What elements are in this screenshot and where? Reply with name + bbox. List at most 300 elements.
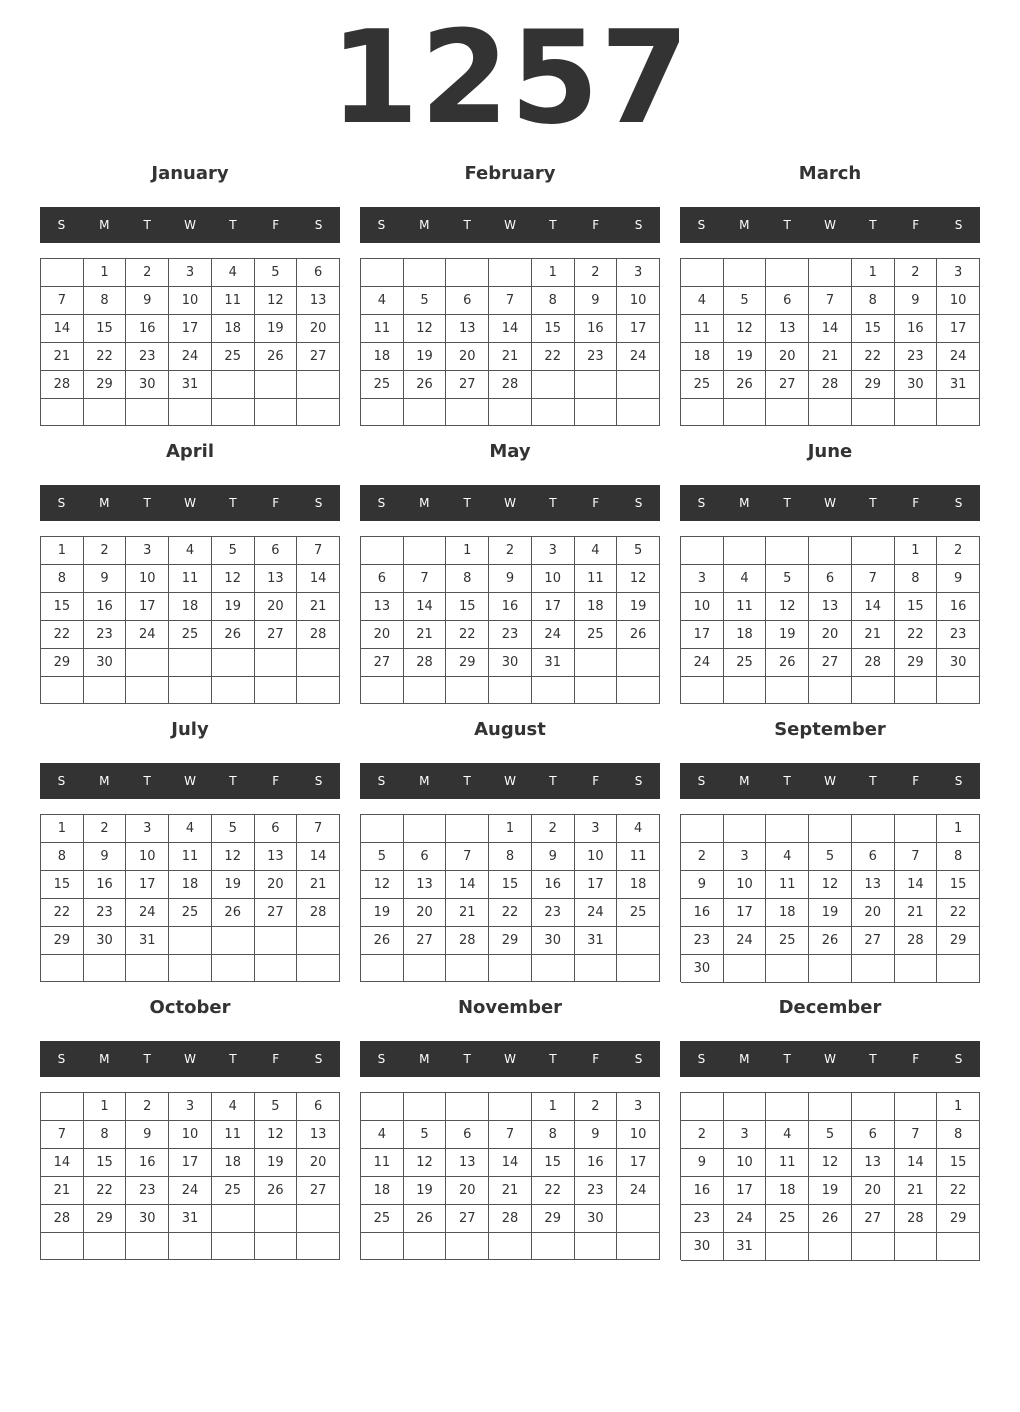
day-cell: 13 [766, 315, 809, 343]
empty-day-cell [297, 1233, 340, 1260]
weekday-header [680, 207, 980, 243]
day-cell: 7 [41, 287, 84, 315]
day-cell: 7 [404, 565, 447, 593]
day-cell: 24 [724, 927, 767, 955]
day-cell: 9 [575, 287, 618, 315]
day-cell: 10 [532, 565, 575, 593]
month-december [680, 994, 980, 1266]
weekday-header [680, 485, 980, 521]
empty-day-cell [255, 649, 298, 677]
day-cell: 21 [895, 899, 938, 927]
day-cell: 21 [297, 871, 340, 899]
day-cell: 9 [532, 843, 575, 871]
empty-day-cell [404, 399, 447, 426]
day-cell: 11 [169, 565, 212, 593]
weekday-label: F [272, 496, 280, 510]
empty-day-cell [169, 677, 212, 704]
day-cell: 30 [937, 649, 980, 677]
day-cell: 9 [937, 565, 980, 593]
day-cell: 6 [297, 1093, 340, 1121]
weekday-label: T [783, 218, 791, 232]
day-cell: 20 [255, 593, 298, 621]
day-cell: 1 [895, 537, 938, 565]
day-cell: 19 [809, 1177, 852, 1205]
day-cell: 20 [809, 621, 852, 649]
day-cell: 21 [489, 1177, 532, 1205]
month-november [360, 994, 660, 1266]
day-cell: 14 [446, 871, 489, 899]
day-cell: 2 [84, 537, 127, 565]
day-cell: 7 [852, 565, 895, 593]
weekday-label: T [783, 1052, 791, 1066]
day-cell: 21 [489, 343, 532, 371]
day-cell: 8 [41, 843, 84, 871]
weekday-label: M [419, 774, 430, 788]
weekday-label: S [57, 496, 66, 510]
day-cell: 8 [937, 1121, 980, 1149]
empty-day-cell [575, 649, 618, 677]
day-cell: 15 [532, 1149, 575, 1177]
weekday-label: W [504, 1052, 516, 1066]
day-cell: 7 [297, 815, 340, 843]
empty-day-cell [724, 815, 767, 843]
empty-day-cell [681, 1093, 724, 1121]
day-cell: 25 [766, 927, 809, 955]
day-cell: 29 [489, 927, 532, 955]
day-cell: 1 [937, 1093, 980, 1121]
weekday-header [40, 207, 340, 243]
empty-day-cell [724, 955, 767, 983]
day-cell: 5 [404, 287, 447, 315]
weekday-label: T [143, 218, 151, 232]
weekday-label: M [419, 496, 430, 510]
day-cell: 19 [212, 871, 255, 899]
day-cell: 22 [84, 343, 127, 371]
empty-day-cell [126, 1233, 169, 1260]
empty-day-cell [724, 259, 767, 287]
empty-day-cell [446, 677, 489, 704]
day-cell: 22 [937, 899, 980, 927]
weekday-label: M [99, 496, 110, 510]
weekday-label: S [697, 218, 706, 232]
month-name: June [807, 441, 853, 462]
day-cell: 1 [41, 815, 84, 843]
day-cell: 3 [532, 537, 575, 565]
day-cell: 6 [446, 287, 489, 315]
empty-day-cell [404, 259, 447, 287]
empty-day-cell [297, 649, 340, 677]
day-cell: 2 [681, 1121, 724, 1149]
weekday-label: M [739, 1052, 750, 1066]
day-cell: 4 [361, 1121, 404, 1149]
day-cell: 4 [212, 259, 255, 287]
weekday-label: W [504, 774, 516, 788]
weekday-header [360, 485, 660, 521]
day-cell: 23 [575, 1177, 618, 1205]
day-cell: 11 [766, 1149, 809, 1177]
day-cell: 18 [361, 343, 404, 371]
day-cell: 29 [895, 649, 938, 677]
day-cell: 22 [489, 899, 532, 927]
weekday-label: T [549, 774, 557, 788]
weekday-label: M [419, 218, 430, 232]
day-cell: 25 [766, 1205, 809, 1233]
month-october [40, 994, 340, 1266]
day-cell: 7 [809, 287, 852, 315]
empty-day-cell [84, 399, 127, 426]
month-april [40, 438, 340, 710]
empty-day-cell [937, 399, 980, 426]
weekday-label: T [229, 774, 237, 788]
weekday-label: S [377, 1052, 386, 1066]
day-cell: 17 [575, 871, 618, 899]
empty-day-cell [212, 1205, 255, 1233]
month-june [680, 438, 980, 710]
day-cell: 2 [575, 1093, 618, 1121]
empty-day-cell [809, 1093, 852, 1121]
day-cell: 27 [297, 1177, 340, 1205]
day-cell: 31 [169, 1205, 212, 1233]
empty-day-cell [446, 259, 489, 287]
month-name: February [464, 163, 556, 184]
empty-day-cell [169, 955, 212, 982]
day-cell: 15 [41, 871, 84, 899]
day-cell: 23 [489, 621, 532, 649]
empty-day-cell [617, 1205, 660, 1233]
day-cell: 23 [126, 343, 169, 371]
empty-day-cell [404, 537, 447, 565]
day-cell: 15 [446, 593, 489, 621]
day-cell: 25 [617, 899, 660, 927]
day-cell: 28 [895, 927, 938, 955]
day-cell: 7 [489, 1121, 532, 1149]
weekday-label: F [592, 496, 600, 510]
weekday-label: S [697, 496, 706, 510]
empty-day-cell [937, 955, 980, 983]
day-cell: 1 [937, 815, 980, 843]
day-cell: 10 [617, 287, 660, 315]
day-cell: 19 [617, 593, 660, 621]
weekday-label: W [824, 1052, 836, 1066]
empty-day-cell [809, 955, 852, 983]
day-cell: 5 [766, 565, 809, 593]
day-cell: 14 [41, 1149, 84, 1177]
day-cell: 27 [809, 649, 852, 677]
day-cell: 15 [84, 1149, 127, 1177]
weekday-label: F [912, 496, 920, 510]
empty-day-cell [724, 677, 767, 704]
day-cell: 22 [532, 1177, 575, 1205]
empty-day-cell [297, 677, 340, 704]
day-cell: 11 [617, 843, 660, 871]
day-cell: 5 [255, 259, 298, 287]
day-cell: 26 [255, 1177, 298, 1205]
day-cell: 16 [575, 315, 618, 343]
month-august [360, 716, 660, 988]
day-cell: 30 [532, 927, 575, 955]
day-cell: 3 [169, 1093, 212, 1121]
empty-day-cell [489, 399, 532, 426]
day-cell: 11 [169, 843, 212, 871]
day-cell: 11 [575, 565, 618, 593]
day-cell: 21 [809, 343, 852, 371]
weekday-label: T [783, 774, 791, 788]
empty-day-cell [575, 1233, 618, 1260]
day-cell: 16 [681, 899, 724, 927]
weekday-label: T [783, 496, 791, 510]
weekday-label: F [592, 218, 600, 232]
day-cell: 8 [532, 287, 575, 315]
day-cell: 21 [404, 621, 447, 649]
day-cell: 27 [446, 1205, 489, 1233]
empty-day-cell [41, 259, 84, 287]
empty-day-cell [404, 677, 447, 704]
empty-day-cell [809, 399, 852, 426]
day-cell: 10 [724, 1149, 767, 1177]
empty-day-cell [84, 1233, 127, 1260]
day-cell: 5 [617, 537, 660, 565]
day-cell: 16 [895, 315, 938, 343]
day-cell: 29 [852, 371, 895, 399]
empty-day-cell [361, 955, 404, 982]
day-cell: 11 [361, 315, 404, 343]
weekday-label: S [57, 774, 66, 788]
day-cell: 31 [724, 1233, 767, 1261]
weekday-label: S [377, 218, 386, 232]
weekday-label: S [697, 1052, 706, 1066]
empty-day-cell [361, 1233, 404, 1260]
weekday-label: W [184, 1052, 196, 1066]
weekday-label: W [824, 496, 836, 510]
empty-day-cell [852, 1233, 895, 1261]
empty-day-cell [212, 1233, 255, 1260]
day-cell: 9 [681, 1149, 724, 1177]
weekday-label: T [549, 1052, 557, 1066]
day-cell: 24 [617, 1177, 660, 1205]
empty-day-cell [575, 677, 618, 704]
empty-day-cell [446, 815, 489, 843]
day-cell: 7 [895, 1121, 938, 1149]
day-cell: 22 [446, 621, 489, 649]
day-cell: 12 [212, 565, 255, 593]
day-cell: 5 [809, 1121, 852, 1149]
weekday-label: T [143, 774, 151, 788]
day-cell: 13 [361, 593, 404, 621]
day-cell: 13 [852, 1149, 895, 1177]
day-cell: 4 [575, 537, 618, 565]
weekday-label: S [634, 218, 643, 232]
day-cell: 12 [724, 315, 767, 343]
day-cell: 3 [681, 565, 724, 593]
day-cell: 23 [126, 1177, 169, 1205]
day-cell: 19 [404, 1177, 447, 1205]
day-cell: 23 [895, 343, 938, 371]
day-cell: 21 [895, 1177, 938, 1205]
weekday-label: S [57, 218, 66, 232]
day-cell: 26 [404, 1205, 447, 1233]
day-cell: 26 [809, 1205, 852, 1233]
day-cell: 27 [297, 343, 340, 371]
day-cell: 24 [575, 899, 618, 927]
day-cell: 29 [41, 649, 84, 677]
day-cell: 5 [212, 815, 255, 843]
day-cell: 5 [361, 843, 404, 871]
day-cell: 19 [361, 899, 404, 927]
day-cell: 2 [84, 815, 127, 843]
day-cell: 18 [681, 343, 724, 371]
weekday-label: T [143, 1052, 151, 1066]
day-cell: 26 [212, 899, 255, 927]
day-cell: 26 [809, 927, 852, 955]
weekday-label: S [314, 218, 323, 232]
weekday-label: T [143, 496, 151, 510]
weekday-label: M [739, 496, 750, 510]
day-cell: 17 [126, 871, 169, 899]
day-cell: 14 [489, 315, 532, 343]
weekday-label: F [272, 218, 280, 232]
empty-day-cell [212, 955, 255, 982]
day-cell: 30 [681, 1233, 724, 1261]
weekday-label: W [504, 218, 516, 232]
empty-day-cell [617, 677, 660, 704]
empty-day-cell [895, 677, 938, 704]
month-name: March [798, 163, 862, 184]
day-cell: 4 [766, 1121, 809, 1149]
weekday-label: S [697, 774, 706, 788]
day-cell: 9 [489, 565, 532, 593]
day-cell: 20 [297, 1149, 340, 1177]
weekday-label: T [463, 218, 471, 232]
day-cell: 15 [532, 315, 575, 343]
day-cell: 27 [446, 371, 489, 399]
day-cell: 13 [852, 871, 895, 899]
weekday-header [360, 763, 660, 799]
day-cell: 10 [169, 287, 212, 315]
day-cell: 8 [852, 287, 895, 315]
day-cell: 3 [724, 843, 767, 871]
day-cell: 21 [41, 1177, 84, 1205]
day-cell: 31 [937, 371, 980, 399]
day-cell: 2 [126, 1093, 169, 1121]
day-cell: 16 [489, 593, 532, 621]
day-cell: 23 [681, 1205, 724, 1233]
day-cell: 20 [446, 1177, 489, 1205]
day-cell: 20 [852, 1177, 895, 1205]
day-cell: 11 [212, 287, 255, 315]
day-cell: 12 [255, 287, 298, 315]
day-cell: 10 [937, 287, 980, 315]
empty-day-cell [41, 677, 84, 704]
day-cell: 31 [532, 649, 575, 677]
days-grid [40, 536, 340, 704]
empty-day-cell [489, 1233, 532, 1260]
empty-day-cell [766, 537, 809, 565]
weekday-label: S [57, 1052, 66, 1066]
day-cell: 17 [532, 593, 575, 621]
empty-day-cell [361, 537, 404, 565]
day-cell: 18 [617, 871, 660, 899]
day-cell: 30 [575, 1205, 618, 1233]
day-cell: 8 [895, 565, 938, 593]
day-cell: 20 [361, 621, 404, 649]
empty-day-cell [212, 927, 255, 955]
empty-day-cell [852, 677, 895, 704]
empty-day-cell [255, 677, 298, 704]
day-cell: 18 [766, 899, 809, 927]
day-cell: 17 [169, 1149, 212, 1177]
weekday-header [40, 763, 340, 799]
month-name: November [457, 997, 563, 1018]
weekday-label: S [634, 1052, 643, 1066]
day-cell: 8 [489, 843, 532, 871]
weekday-label: S [634, 496, 643, 510]
day-cell: 3 [126, 537, 169, 565]
day-cell: 1 [41, 537, 84, 565]
day-cell: 15 [489, 871, 532, 899]
empty-day-cell [41, 399, 84, 426]
day-cell: 25 [212, 1177, 255, 1205]
weekday-label: W [184, 496, 196, 510]
day-cell: 27 [852, 927, 895, 955]
day-cell: 6 [255, 815, 298, 843]
day-cell: 26 [212, 621, 255, 649]
empty-day-cell [575, 371, 618, 399]
empty-day-cell [766, 955, 809, 983]
day-cell: 11 [724, 593, 767, 621]
day-cell: 12 [361, 871, 404, 899]
day-cell: 27 [766, 371, 809, 399]
days-grid [680, 536, 980, 704]
weekday-label: W [824, 774, 836, 788]
day-cell: 29 [84, 1205, 127, 1233]
day-cell: 1 [446, 537, 489, 565]
empty-day-cell [809, 677, 852, 704]
day-cell: 5 [212, 537, 255, 565]
day-cell: 28 [297, 899, 340, 927]
day-cell: 18 [361, 1177, 404, 1205]
weekday-label: W [184, 218, 196, 232]
empty-day-cell [724, 537, 767, 565]
day-cell: 29 [532, 1205, 575, 1233]
weekday-label: T [869, 218, 877, 232]
day-cell: 3 [126, 815, 169, 843]
weekday-label: S [314, 496, 323, 510]
empty-day-cell [766, 677, 809, 704]
empty-day-cell [212, 677, 255, 704]
day-cell: 8 [532, 1121, 575, 1149]
day-cell: 22 [532, 343, 575, 371]
day-cell: 11 [766, 871, 809, 899]
day-cell: 6 [404, 843, 447, 871]
day-cell: 10 [126, 843, 169, 871]
day-cell: 15 [937, 871, 980, 899]
day-cell: 21 [852, 621, 895, 649]
empty-day-cell [532, 371, 575, 399]
empty-day-cell [617, 371, 660, 399]
day-cell: 10 [575, 843, 618, 871]
day-cell: 15 [852, 315, 895, 343]
day-cell: 29 [937, 927, 980, 955]
day-cell: 6 [809, 565, 852, 593]
day-cell: 28 [895, 1205, 938, 1233]
empty-day-cell [489, 259, 532, 287]
empty-day-cell [297, 371, 340, 399]
day-cell: 13 [255, 843, 298, 871]
day-cell: 14 [41, 315, 84, 343]
day-cell: 9 [84, 565, 127, 593]
day-cell: 3 [937, 259, 980, 287]
day-cell: 4 [766, 843, 809, 871]
